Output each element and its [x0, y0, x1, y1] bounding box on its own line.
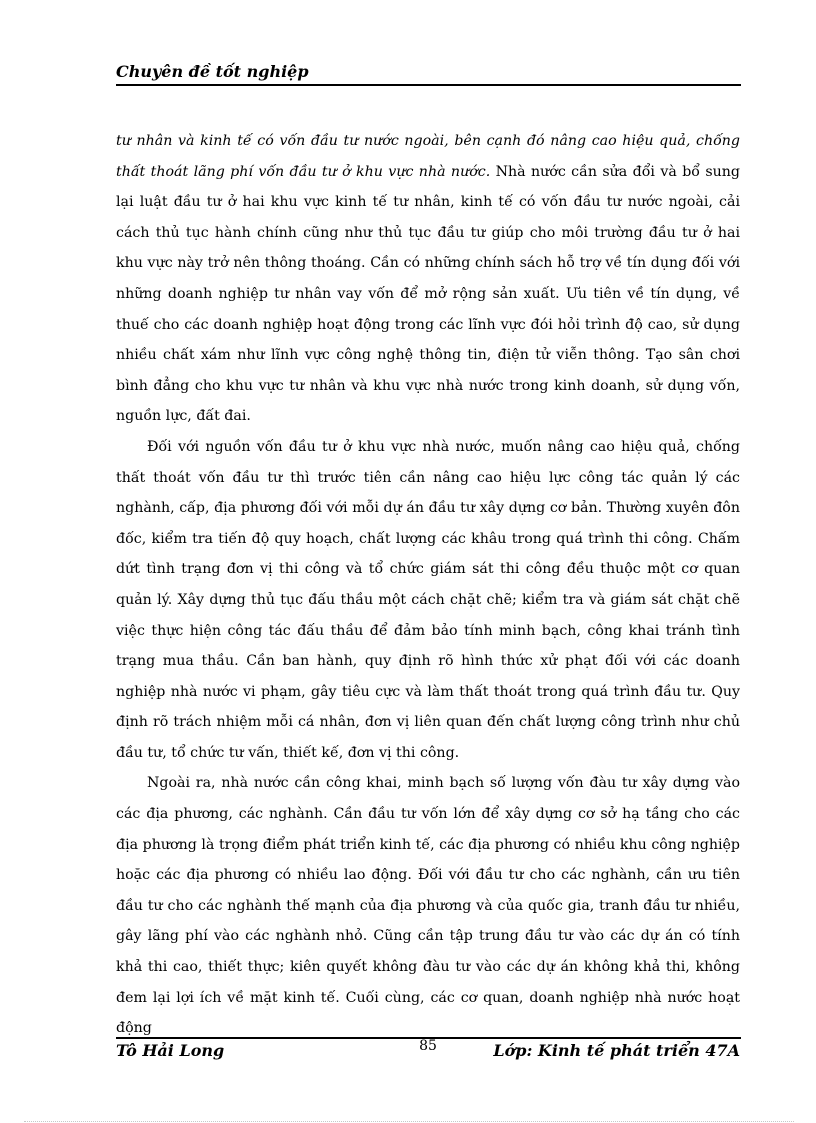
header-rule: [116, 84, 741, 86]
paragraph-3: Ngoài ra, nhà nước cần công khai, minh bạch số lượng vốn đàu tư xây dựng vào các địa phương, các nghành. Cần đầu tư vốn lớn để xây dựng cơ sở hạ tầng cho các địa phương là trọng điểm phát triển kinh tế, các địa phương có nhiều khu công nghiệp hoặc các địa phương có nhiều lao động. Đối với đầu tư cho các nghành, cần ưu tiên đầu tư cho các nghành thế mạnh của địa phương và của quốc gia, tranh đầu tư nhiều, gây lãng phí vào các nghành nhỏ. Cũng cần tập trung đầu tư vào các dự án có tính khả thi cao, thiết thực; kiên quyết không đàu tư vào các dự án không khả thi, không đem lại lợi ích về mặt kinh tế. Cuối cùng, các cơ quan, doanh nghiệp nhà nước hoạt động: [116, 775, 740, 1037]
page-number: 85: [419, 1038, 437, 1054]
body-text: [116, 126, 740, 1044]
footer-class: Lớp: Kinh tế phát triển 47A: [493, 1041, 740, 1060]
footer-author: Tô Hải Long: [116, 1041, 225, 1060]
paragraph-2: Đối với nguồn vốn đầu tư ở khu vực nhà nước, muốn nâng cao hiệu quả, chống thất thoát vốn đầu tư thì trước tiên cần nâng cao hiệu lực công tác quản lý các nghành, cấp, địa phương đối với mỗi dự án đầu tư xây dựng cơ bản. Thường xuyên đôn đốc, kiểm tra tiến độ quy hoạch, chất lượng các khâu trong quá trình thi công. Chấm dứt tình trạng đơn vị thi công và tổ chức giám sát thi công đều thuộc một cơ quan quản lý. Xây dựng thủ tục đấu thầu một cách chặt chẽ; kiểm tra và giám sát chặt chẽ việc thực hiện công tác đấu thầu để đảm bảo tính minh bạch, công khai tránh tình trạng mua thầu. Cần ban hành, quy định rõ hình thức xử phạt đối với các doanh nghiệp nhà nước vi phạm, gây tiêu cực và làm thất thoát trong quá trình đầu tư. Quy định rõ trách nhiệm mỗi cá nhân, đơn vị liên quan đến chất lượng công trình như chủ đầu tư, tổ chức tư vấn, thiết kế, đơn vị thi công.: [116, 438, 740, 761]
header-title: Chuyên đề tốt nghiệp: [116, 62, 309, 81]
page-bottom-dotted-line: [24, 1121, 794, 1122]
paragraph-1-italic: tư nhân và kinh tế có vốn đầu tư nước ngoài, bên cạnh đó nâng cao hiệu quả, chống thất thoát lãng phí vốn đầu tư ở khu vực nhà nước.: [116, 133, 740, 180]
paragraph-1-rest: Nhà nước cần sửa đổi và bổ sung lại luật đầu tư ở hai khu vực kinh tế tư nhân, kinh tế có vốn đầu tư nước ngoài, cải cách thủ tục hành chính cũng như thủ tục đầu tư giúp cho môi trường đầu tư ở hai khu vực này trở nên thông thoáng. Cần có những chính sách hỗ trợ về tín dụng đối với những doanh nghiệp tư nhân vay vốn để mở rộng sản xuất. Ưu tiên về tín dụng, về thuế cho các doanh nghiệp hoạt động trong các lĩnh vực đói hỏi trình độ cao, sử dụng nhiều chất xám như lĩnh vực công nghệ thông tin, điện tử viễn thông. Tạo sân chơi bình đẳng cho khu vực tư nhân và khu vực nhà nước trong kinh doanh, sử dụng vốn, nguồn lực, đất đai.: [116, 163, 740, 425]
paragraph-1: [116, 126, 740, 432]
